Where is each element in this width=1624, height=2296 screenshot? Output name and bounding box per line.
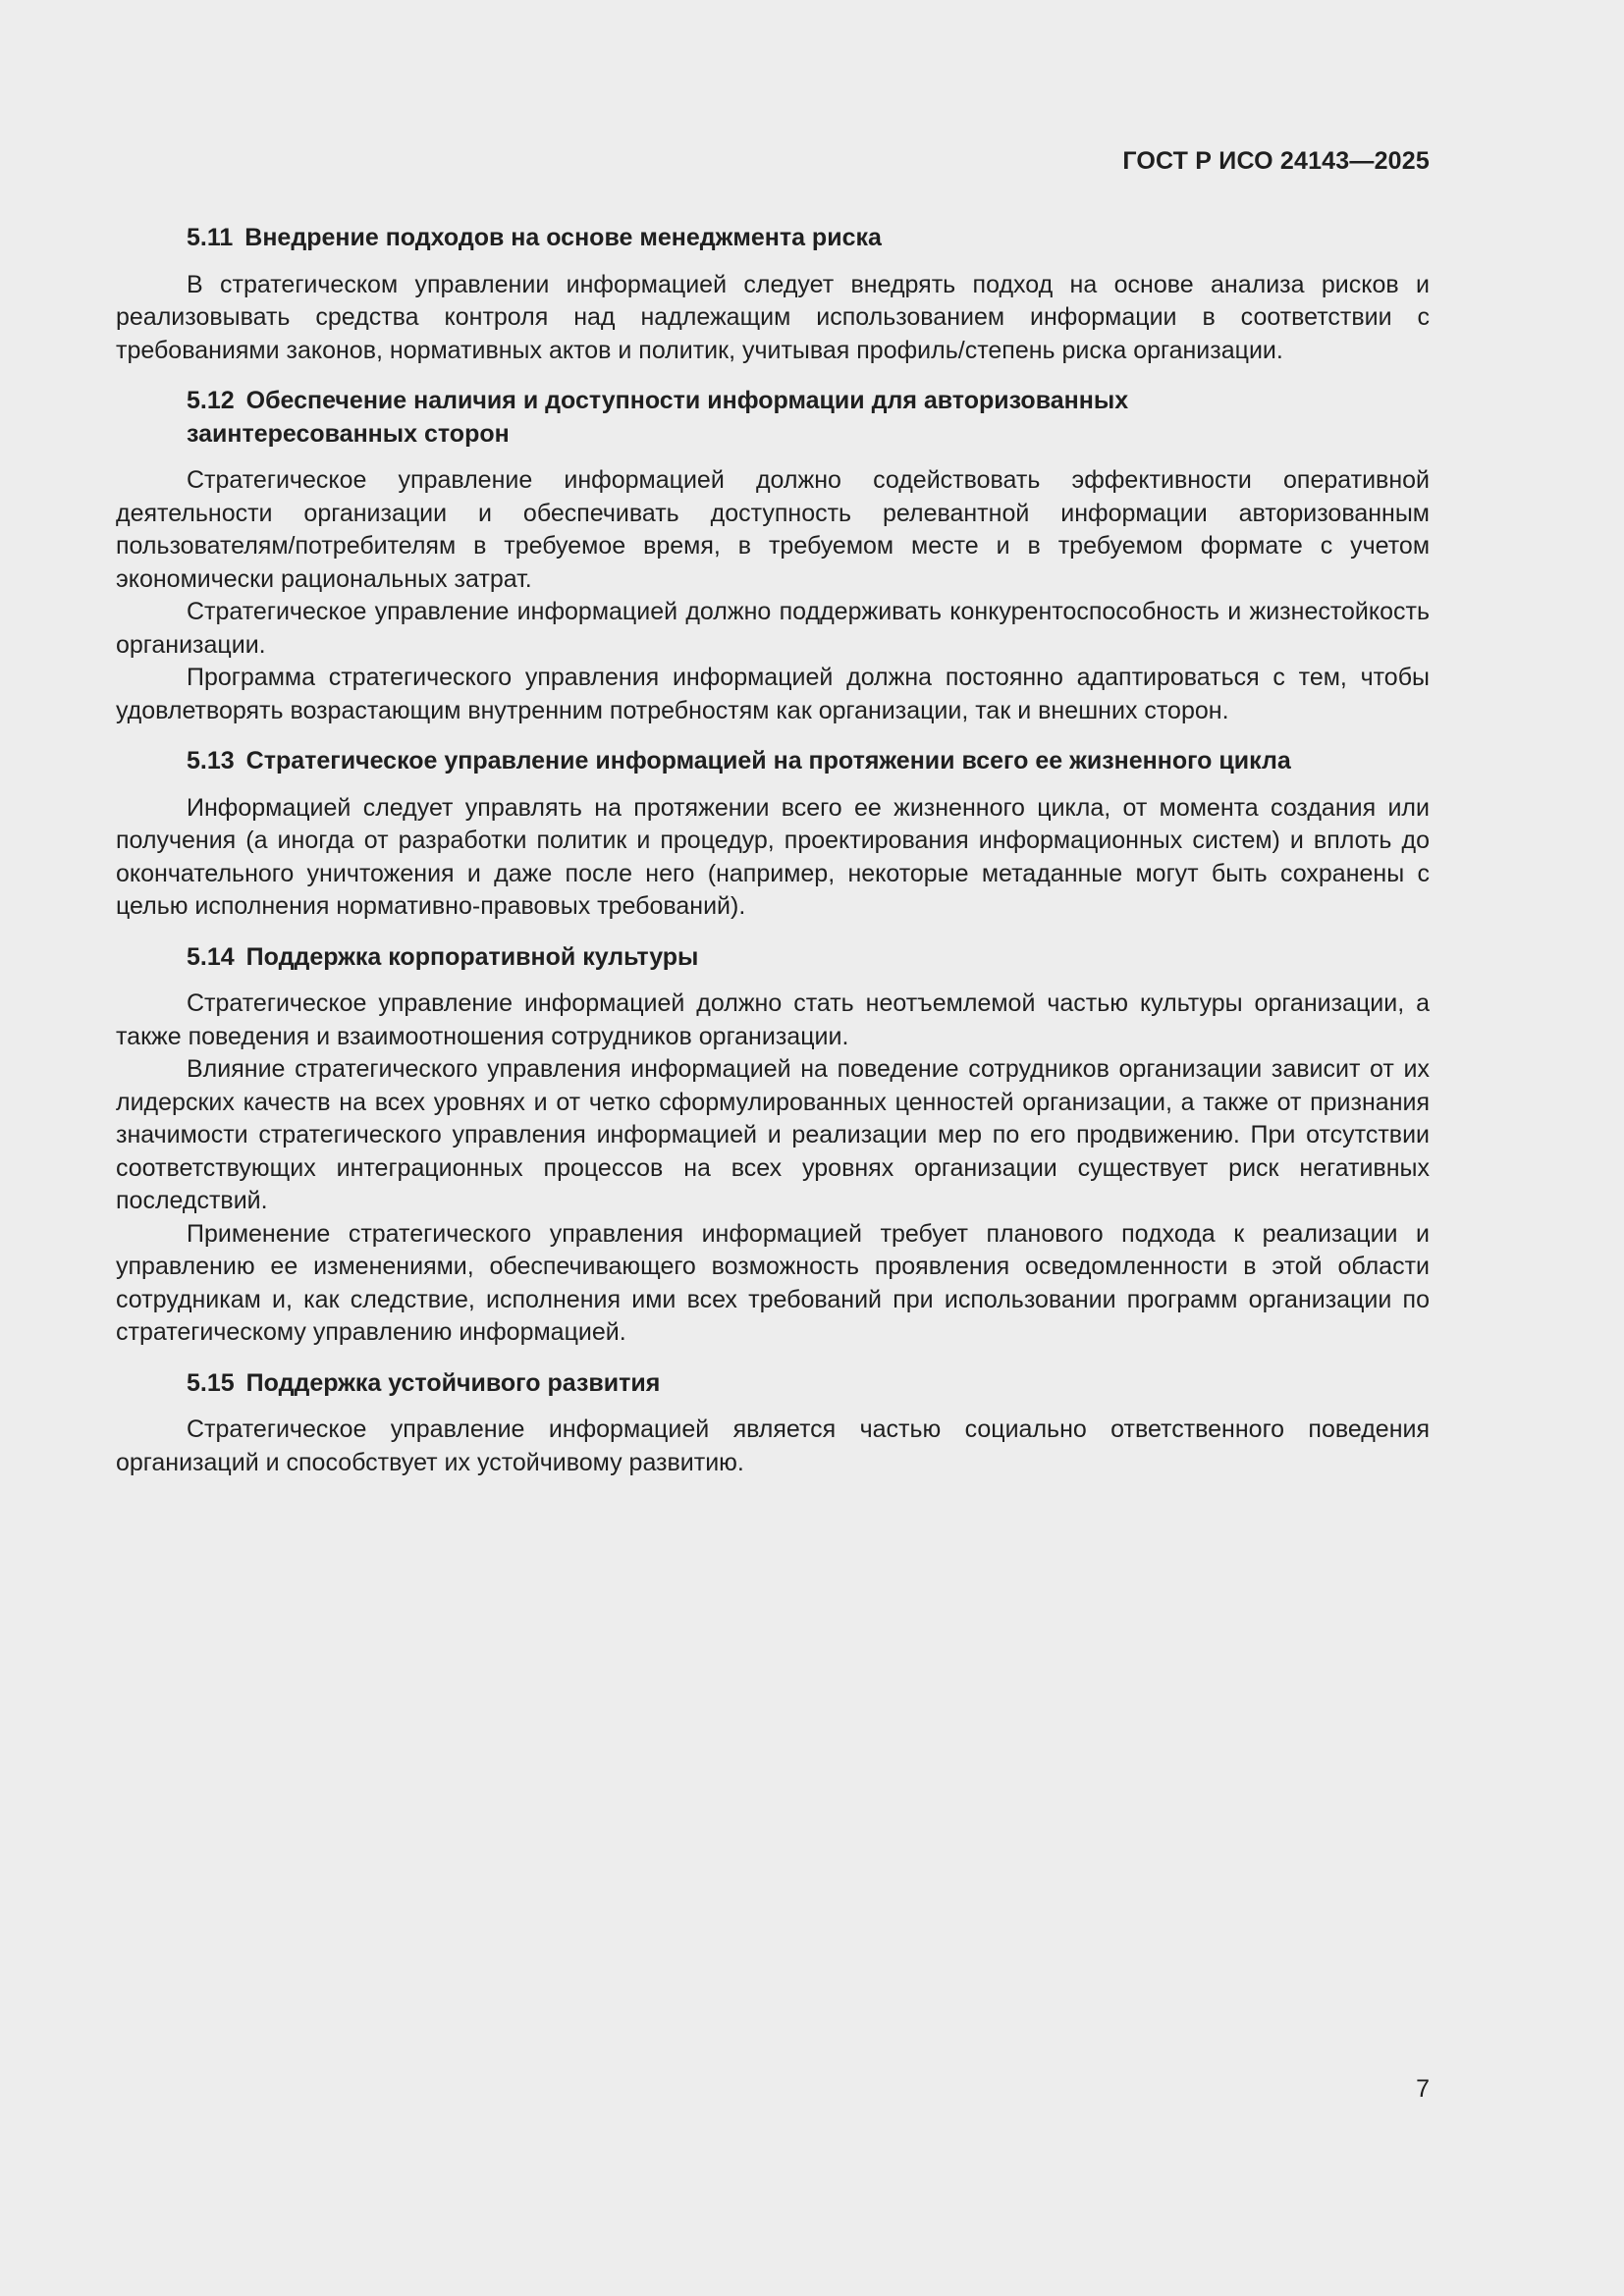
paragraph: Информацией следует управлять на протяжении всего ее жизненного цикла, от момента создания или получения (а иногда от разработки политик и процедур, проектирования информационных систем) и вплоть до окончательного уничтожения и даже после него (например, некоторые метаданные могут быть сохранены с целью исполнения нормативно-правовых требований). <box>116 793 1430 920</box>
paragraph: Влияние стратегического управления информацией на поведение сотрудников организации зависит от их лидерских качеств на всех уровнях и от четко сформулированных ценностей организации, а также от признания значимости стратегического управления информацией и реализации мер по его продвижению. При отсутствии соответствующих интеграционных процессов на всех уровнях организации существует риск негативных последствий. <box>116 1055 1430 1214</box>
section-5-13 <box>116 745 1430 924</box>
section-5-15 <box>116 1367 1430 1480</box>
document-page <box>116 0 1430 2296</box>
paragraph: Программа стратегического управления информацией должна постоянно адаптироваться с тем, чтобы удовлетворять возрастающим внутренним потребностям как организации, так и внешних сторон. <box>116 664 1430 724</box>
section-number: 5.13 <box>187 747 235 774</box>
section-5-14 <box>116 941 1430 1350</box>
paragraph: В стратегическом управлении информацией следует внедрять подход на основе анализа рисков и реализовывать средства контроля над надлежащим использованием информации в соответствии с требованиями законов, нормативных актов и политик, учитывая профиль/степень риска организации. <box>116 270 1430 364</box>
section-title-text: Стратегическое управление информацией на протяжении всего ее жизненного цикла <box>245 747 1291 774</box>
paragraph: Стратегическое управление информацией должно содействовать эффективности оперативной деятельности организации и обеспечивать доступность релевантной информации авторизованным пользователям/потребителям в требуемое время, в требуемом месте и в требуемом формате с учетом экономически рациональных затрат. <box>116 466 1430 593</box>
section-5-12 <box>116 385 1430 727</box>
section-number: 5.15 <box>187 1368 235 1397</box>
document-body <box>116 222 1430 1497</box>
section-title-text: Обеспечение наличия и доступности информации для авторизованных <box>245 387 1129 414</box>
section-title <box>116 222 1430 255</box>
section-number: 5.14 <box>187 942 235 971</box>
paragraph: Стратегическое управление информацией должно поддерживать конкурентоспособность и жизнестойкость организации. <box>116 598 1430 659</box>
section-title <box>116 1367 1430 1401</box>
section-title <box>116 385 1430 451</box>
paragraph: Стратегическое управление информацией является частью социально ответственного поведения организаций и способствует их устойчивому развитию. <box>116 1415 1430 1476</box>
section-title-text: Поддержка корпоративной культуры <box>245 942 699 971</box>
section-number: 5.11 <box>187 224 234 251</box>
section-5-11 <box>116 222 1430 367</box>
paragraph: Стратегическое управление информацией должно стать неотъемлемой частью культуры организации, а также поведения и взаимоотношения сотрудников организации. <box>116 989 1430 1050</box>
section-title-text-continued: заинтересованных сторон <box>187 419 510 448</box>
page-number: 7 <box>1416 2075 1430 2103</box>
paragraph: Применение стратегического управления информацией требует планового подхода к реализации и управлению ее изменениями, обеспечивающего возможность проявления осведомленности в этой области сотрудникам и, как следствие, исполнения ими всех требований при использовании программ организации по стратегическому управлению информацией. <box>116 1219 1430 1346</box>
section-title <box>116 941 1430 975</box>
document-code-header: ГОСТ Р ИСО 24143—2025 <box>1122 147 1430 175</box>
section-title-text: Внедрение подходов на основе менеджмента риска <box>244 224 882 251</box>
section-number: 5.12 <box>187 387 235 414</box>
section-title <box>116 745 1430 778</box>
section-title-text: Поддержка устойчивого развития <box>245 1368 661 1397</box>
